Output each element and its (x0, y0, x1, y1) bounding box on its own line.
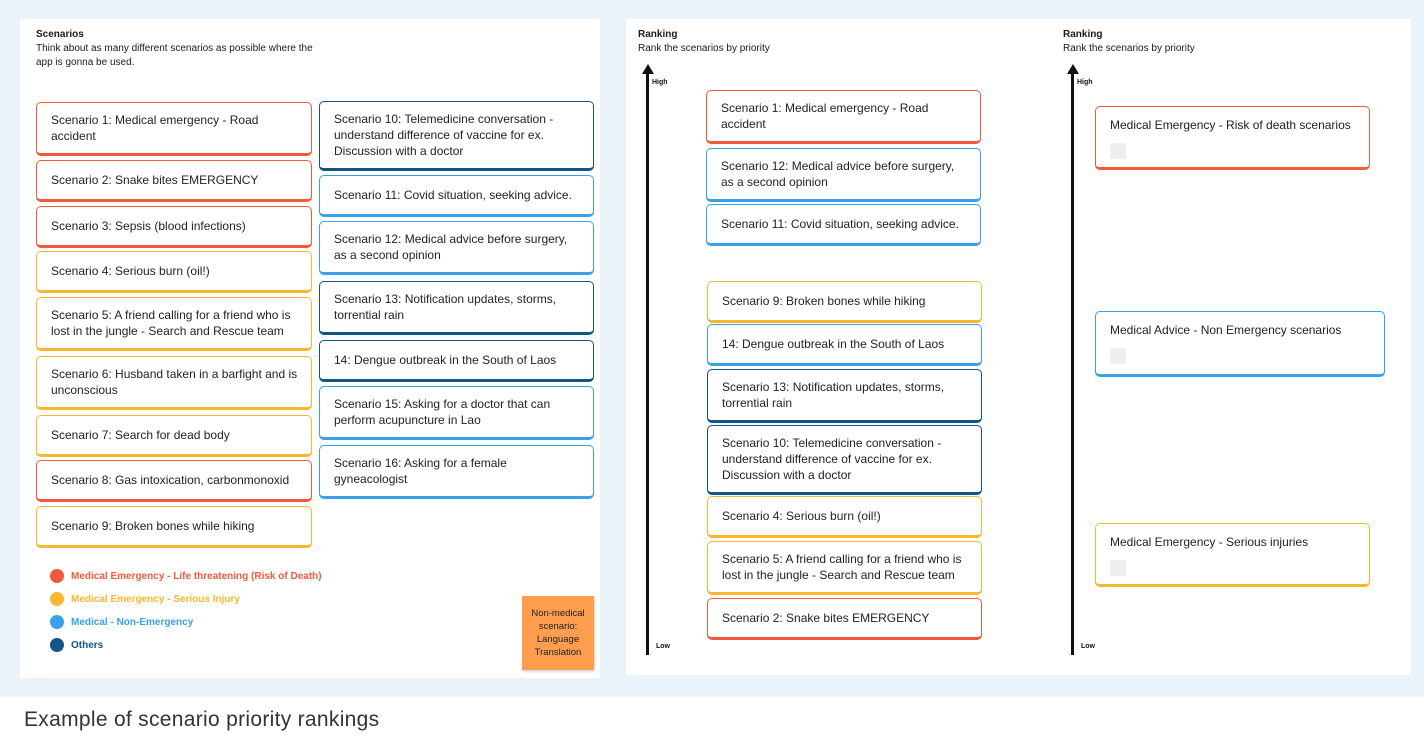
scenario-card[interactable]: Scenario 3: Sepsis (blood infections) (36, 206, 312, 248)
legend-label: Medical - Non-Emergency (71, 616, 194, 628)
category-label: Medical Emergency - Risk of death scenarios (1110, 118, 1351, 132)
ranked-card[interactable]: Scenario 1: Medical emergency - Road accident (706, 90, 981, 144)
ranked-card[interactable]: Scenario 2: Snake bites EMERGENCY (707, 598, 982, 640)
legend-non-emergency (50, 615, 193, 629)
scenario-card[interactable]: Scenario 2: Snake bites EMERGENCY (36, 160, 312, 202)
axis-low-label: Low (656, 643, 670, 650)
scenario-card[interactable]: 14: Dengue outbreak in the South of Laos (319, 340, 594, 382)
ranked-card[interactable]: Scenario 11: Covid situation, seeking advice. (706, 204, 981, 246)
legend-label: Medical Emergency - Life threatening (Risk of Death) (71, 570, 322, 582)
axis-low-label: Low (1081, 643, 1095, 650)
category-label: Medical Advice - Non Emergency scenarios (1110, 323, 1342, 337)
scenario-card[interactable]: Scenario 1: Medical emergency - Road accident (36, 102, 312, 156)
ranked-card[interactable]: Scenario 5: A friend calling for a friend who is lost in the jungle - Search and Rescue team (707, 541, 982, 595)
legend-label: Medical Emergency - Serious Injury (71, 593, 240, 605)
scenario-card[interactable]: Scenario 7: Search for dead body (36, 415, 312, 457)
ranked-card[interactable]: Scenario 12: Medical advice before surgery, as a second opinion (706, 148, 981, 202)
ranking-board (626, 19, 1411, 675)
scenario-card[interactable]: Scenario 4: Serious burn (oil!) (36, 251, 312, 293)
figure-caption: Example of scenario priority rankings (24, 708, 380, 731)
ranked-card[interactable]: 14: Dengue outbreak in the South of Laos (707, 324, 982, 366)
scenarios-board (20, 19, 600, 678)
category-card[interactable] (1095, 106, 1370, 170)
category-card[interactable] (1095, 311, 1385, 377)
ranking-subtitle: Rank the scenarios by priority (638, 43, 770, 54)
legend-dot-yellow (50, 592, 64, 606)
ranked-card[interactable]: Scenario 9: Broken bones while hiking (707, 281, 982, 323)
scenario-card[interactable]: Scenario 10: Telemedicine conversation - understand difference of vaccine for ex. Discussion with a doctor (319, 101, 594, 171)
priority-axis (646, 73, 649, 655)
placeholder-chip (1110, 348, 1126, 364)
scenarios-subtitle: Think about as many different scenarios as possible where the app is gonna be used. (36, 43, 313, 68)
legend-dot-red (50, 569, 64, 583)
ranked-card[interactable]: Scenario 4: Serious burn (oil!) (707, 496, 982, 538)
legend-dot-light-blue (50, 615, 64, 629)
scenario-card[interactable]: Scenario 13: Notification updates, storms, torrential rain (319, 281, 594, 335)
ranking-subtitle: Rank the scenarios by priority (1063, 43, 1195, 54)
legend-dot-dark-blue (50, 638, 64, 652)
axis-high-label: High (652, 79, 668, 86)
scenario-card[interactable]: Scenario 5: A friend calling for a friend who is lost in the jungle - Search and Rescue team (36, 297, 312, 351)
legend-others (50, 638, 103, 652)
scenario-card[interactable]: Scenario 15: Asking for a doctor that can perform acupuncture in Lao (319, 386, 594, 440)
scenario-card[interactable]: Scenario 11: Covid situation, seeking advice. (319, 175, 594, 217)
priority-axis (1071, 73, 1074, 655)
placeholder-chip (1110, 560, 1126, 576)
ranked-card[interactable]: Scenario 13: Notification updates, storms, torrential rain (707, 369, 982, 423)
legend-serious-injury (50, 592, 240, 606)
scenarios-title: Scenarios (36, 29, 84, 40)
scenario-card[interactable]: Scenario 9: Broken bones while hiking (36, 506, 312, 548)
legend-label: Others (71, 639, 104, 651)
sticky-note[interactable]: Non-medical scenario: Language Translation (522, 596, 594, 670)
ranking-title: Ranking (638, 29, 678, 40)
ranking-title: Ranking (1063, 29, 1103, 40)
axis-high-label: High (1077, 79, 1093, 86)
category-label: Medical Emergency - Serious injuries (1110, 535, 1309, 549)
scenario-card[interactable]: Scenario 16: Asking for a female gyneacologist (319, 445, 594, 499)
scenario-card[interactable]: Scenario 12: Medical advice before surgery, as a second opinion (319, 221, 594, 275)
legend-life-threatening (50, 569, 322, 583)
scenario-card[interactable]: Scenario 8: Gas intoxication, carbonmonoxid (36, 460, 312, 502)
scenario-card[interactable]: Scenario 6: Husband taken in a barfight and is unconscious (36, 356, 312, 410)
ranked-card[interactable]: Scenario 10: Telemedicine conversation - understand difference of vaccine for ex. Discussion with a doctor (707, 425, 982, 495)
category-card[interactable] (1095, 523, 1370, 587)
placeholder-chip (1110, 143, 1126, 159)
